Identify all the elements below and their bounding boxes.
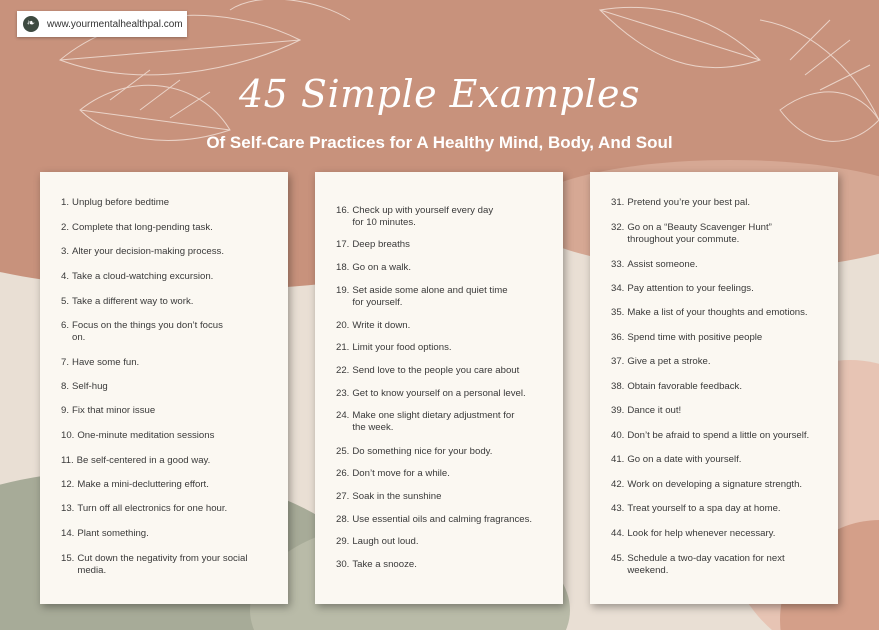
list-item: 22. Send love to the people you care about	[336, 365, 520, 376]
list-item: 36. Spend time with positive people	[611, 332, 763, 343]
list-item: 6. Focus on the things you don’t focus on.	[61, 320, 223, 343]
list-item: 39. Dance it out!	[611, 405, 682, 416]
list-item: 15. Cut down the negativity from your social media.	[61, 553, 248, 576]
list-item: 10. One-minute meditation sessions	[61, 430, 215, 441]
list-item: 3. Alter your decision-making process.	[61, 246, 224, 257]
list-item: 35. Make a list of your thoughts and emotions.	[611, 307, 808, 318]
list-item: 7. Have some fun.	[61, 357, 140, 368]
list-item: 19. Set aside some alone and quiet time for yourself.	[336, 285, 508, 308]
list-item: 28. Use essential oils and calming fragrances.	[336, 514, 533, 525]
list-item: 11. Be self-centered in a good way.	[61, 455, 211, 466]
page-subtitle: Of Self-Care Practices for A Healthy Mind, Body, And Soul	[206, 133, 673, 152]
list-item: 14. Plant something.	[61, 528, 149, 539]
list-item: 4. Take a cloud-watching excursion.	[61, 271, 214, 282]
list-item: 5. Take a different way to work.	[61, 296, 194, 307]
list-item: 20. Write it down.	[336, 320, 411, 331]
list-item: 29. Laugh out loud.	[336, 536, 419, 547]
list-item: 44. Look for help whenever necessary.	[611, 528, 776, 539]
list-item: 34. Pay attention to your feelings.	[611, 283, 754, 294]
list-item: 32. Go on a “Beauty Scavenger Hunt” throughout your commute.	[611, 222, 772, 245]
list-item: 21. Limit your food options.	[336, 342, 452, 353]
list-card-3	[590, 172, 838, 604]
page-title: 45 Simple Examples	[238, 72, 641, 116]
list-item: 33. Assist someone.	[611, 259, 698, 270]
list-item: 12. Make a mini-decluttering effort.	[61, 479, 209, 490]
list-card-1	[40, 172, 288, 604]
logo-url: www.yourmentalhealthpal.com	[47, 18, 183, 30]
list-item: 27. Soak in the sunshine	[336, 491, 442, 502]
list-item: 23. Get to know yourself on a personal level.	[336, 388, 526, 399]
list-item: 1. Unplug before bedtime	[61, 197, 170, 208]
list-item: 8. Self-hug	[61, 381, 108, 392]
list-item: 18. Go on a walk.	[336, 262, 412, 273]
list-item: 37. Give a pet a stroke.	[611, 356, 711, 367]
list-item: 41. Go on a date with yourself.	[611, 454, 742, 465]
list-item: 25. Do something nice for your body.	[336, 446, 493, 457]
list-item: 30. Take a snooze.	[336, 559, 417, 570]
list-item: 31. Pretend you’re your best pal.	[611, 197, 751, 208]
list-item: 16. Check up with yourself every day for 10 minutes.	[336, 205, 494, 228]
list-item: 26. Don’t move for a while.	[336, 468, 450, 479]
logo-badge[interactable]	[17, 11, 187, 37]
leaf-logo-icon: ❧	[23, 16, 39, 32]
list-item: 24. Make one slight dietary adjustment for the week.	[336, 410, 515, 433]
list-item: 42. Work on developing a signature strength.	[611, 479, 803, 490]
list-card-2	[315, 172, 563, 604]
list-item: 17. Deep breaths	[336, 239, 410, 250]
list-item: 2. Complete that long-pending task.	[61, 222, 213, 233]
list-item: 38. Obtain favorable feedback.	[611, 381, 743, 392]
list-item: 43. Treat yourself to a spa day at home.	[611, 503, 781, 514]
list-item: 9. Fix that minor issue	[61, 405, 156, 416]
list-item: 45. Schedule a two-day vacation for next weekend.	[611, 553, 785, 576]
list-item: 40. Don’t be afraid to spend a little on yourself.	[611, 430, 810, 441]
list-item: 13. Turn off all electronics for one hour.	[61, 503, 228, 514]
